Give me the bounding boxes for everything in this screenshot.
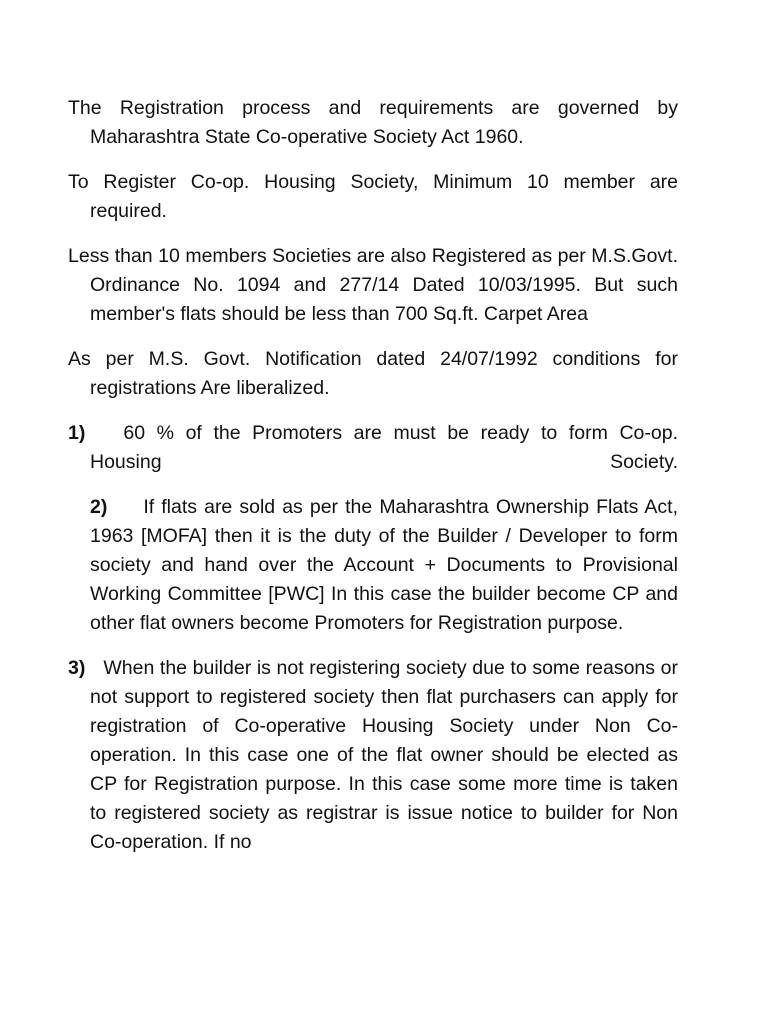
list-item-1-text: 60 % of the Promoters are must be ready to form Co-op. bbox=[123, 422, 678, 444]
paragraph-notification-liberalized: As per M.S. Govt. Notification dated 24/07/1992 conditions for registrations Are liberalized. bbox=[68, 348, 678, 399]
list-item-1 bbox=[68, 419, 678, 477]
list-item-3-number: 3) bbox=[68, 657, 86, 679]
paragraph-minimum-members: To Register Co-op. Housing Society, Minimum 10 member are required. bbox=[68, 171, 678, 222]
list-item-2-text: If flats are sold as per the Maharashtra Ownership Flats Act, 1963 [MOFA] then it is the duty of the Builder / Developer to form society and hand over the Account + Documents to Provisional Working Committee [PWC] In this case the builder become CP and other flat owners become Promoters for Registration purpose. bbox=[90, 496, 678, 634]
list-item-2-number: 2) bbox=[90, 496, 108, 518]
list-item-3-text: When the builder is not registering society due to some reasons or not support to registered society then flat purchasers can apply for registration of Co-operative Housing Society under Non Co-operation. In this case one of the flat owner should be elected as CP for Registration purpose. In this case some more time is taken to registered society as registrar is issue notice to builder for Non Co-operation. If no bbox=[90, 657, 678, 853]
list-item-3 bbox=[68, 654, 678, 857]
paragraph-less-than-ten-members: Less than 10 members Societies are also Registered as per M.S.Govt. Ordinance No. 1094 and 277/14 Dated 10/03/1995. But such member's flats should be less than 700 Sq.ft. Carpet Area bbox=[68, 245, 678, 325]
list-item-1-number: 1) bbox=[68, 422, 86, 444]
document-body bbox=[68, 94, 678, 873]
list-item-2 bbox=[68, 493, 678, 638]
list-item-1-text-continued: Housing Society. bbox=[90, 451, 678, 473]
paragraph-registration-governance: The Registration process and requirements are governed by Maharashtra State Co-operative Society Act 1960. bbox=[68, 97, 678, 148]
